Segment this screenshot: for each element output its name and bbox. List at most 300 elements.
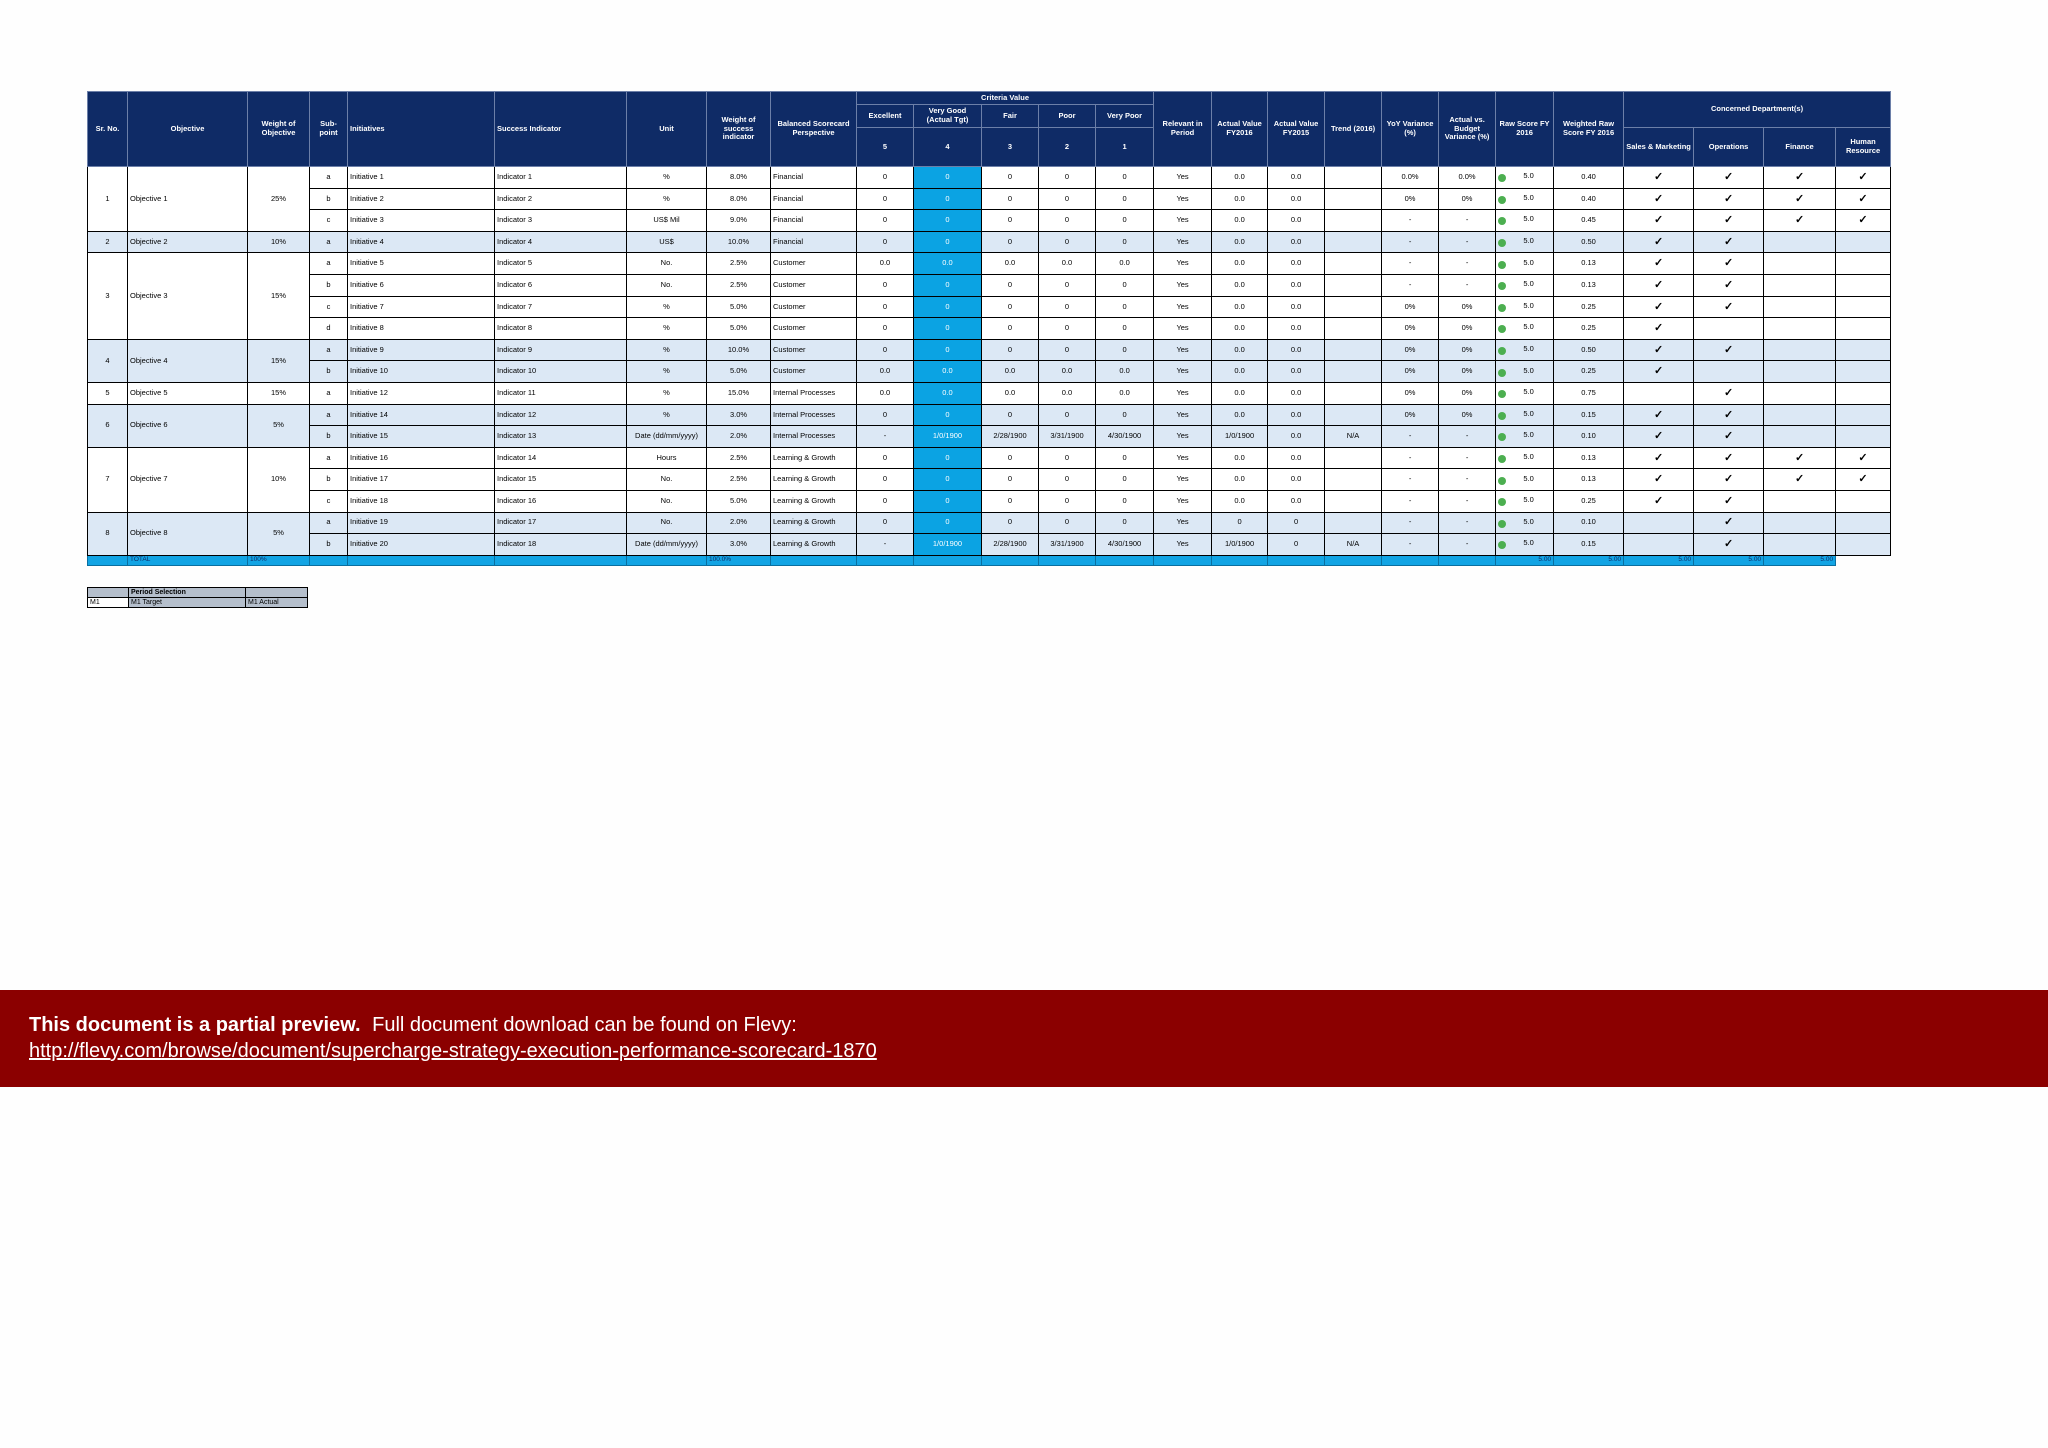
trend-cell	[1325, 253, 1382, 275]
banner-link[interactable]: http://flevy.com/browse/document/supercharge-strategy-execution-performance-scorecard-1870	[29, 1040, 877, 1062]
total-weighted-raw: 5.00	[1496, 555, 1554, 565]
raw-score-cell	[1496, 534, 1554, 556]
yoy-variance-cell: -	[1382, 426, 1439, 448]
fair-cell: 0	[982, 512, 1039, 534]
weight-objective-cell: 5%	[248, 512, 310, 555]
unit-cell: %	[627, 188, 707, 210]
total-dept-score: 5.00	[1624, 555, 1694, 565]
indicator-cell: Indicator 10	[495, 361, 627, 383]
bsc-perspective-cell: Financial	[771, 188, 857, 210]
dept-check-icon	[1836, 318, 1891, 340]
actual-2015-cell: 0	[1268, 534, 1325, 556]
fair-cell: 0	[982, 210, 1039, 232]
very-good-cell: 0	[914, 188, 982, 210]
total-blank	[982, 555, 1039, 565]
poor-cell: 0	[1039, 469, 1096, 491]
unit-cell: %	[627, 167, 707, 189]
excellent-cell: 0	[857, 469, 914, 491]
weight-indicator-cell: 2.5%	[707, 274, 771, 296]
relevant-cell: Yes	[1154, 490, 1212, 512]
header-dept-operations: Operations	[1694, 128, 1764, 167]
poor-cell: 0	[1039, 512, 1096, 534]
total-blank	[348, 555, 495, 565]
initiative-cell: Initiative 19	[348, 512, 495, 534]
initiative-cell: Initiative 8	[348, 318, 495, 340]
indicator-cell: Indicator 16	[495, 490, 627, 512]
scorecard-table	[87, 91, 1891, 566]
budget-variance-cell: -	[1439, 231, 1496, 253]
actual-2016-cell: 0.0	[1212, 231, 1268, 253]
table-row	[88, 469, 1891, 491]
actual-2016-cell: 1/0/1900	[1212, 534, 1268, 556]
initiative-cell: Initiative 10	[348, 361, 495, 383]
period-code[interactable]: M1	[88, 598, 129, 608]
header-criteria-excellent: Excellent	[857, 105, 914, 128]
poor-cell: 0	[1039, 210, 1096, 232]
dept-check-icon: ✓	[1764, 469, 1836, 491]
actual-2016-cell: 0.0	[1212, 469, 1268, 491]
very-good-cell: 0	[914, 274, 982, 296]
initiative-cell: Initiative 4	[348, 231, 495, 253]
raw-score-value: 5.0	[1523, 171, 1534, 181]
indicator-cell: Indicator 18	[495, 534, 627, 556]
status-dot-icon	[1498, 325, 1506, 333]
subpoint-cell: c	[310, 210, 348, 232]
weighted-raw-cell: 0.13	[1554, 469, 1624, 491]
subpoint-cell: b	[310, 361, 348, 383]
period-title: Period Selection	[129, 588, 246, 598]
dept-check-icon: ✓	[1836, 469, 1891, 491]
weight-objective-cell: 5%	[248, 404, 310, 447]
total-dept-score: 5.00	[1554, 555, 1624, 565]
sr-no-cell: 7	[88, 447, 128, 512]
dept-check-icon: ✓	[1624, 490, 1694, 512]
excellent-cell: -	[857, 426, 914, 448]
dept-check-icon: ✓	[1694, 339, 1764, 361]
initiative-cell: Initiative 3	[348, 210, 495, 232]
poor-cell: 0	[1039, 231, 1096, 253]
total-blank	[1212, 555, 1268, 565]
header-score-3: 3	[982, 128, 1039, 167]
weighted-raw-cell: 0.50	[1554, 231, 1624, 253]
indicator-cell: Indicator 7	[495, 296, 627, 318]
unit-cell: %	[627, 339, 707, 361]
total-blank	[1154, 555, 1212, 565]
fair-cell: 0.0	[982, 361, 1039, 383]
weight-objective-cell: 10%	[248, 447, 310, 512]
actual-2015-cell: 0.0	[1268, 447, 1325, 469]
budget-variance-cell: -	[1439, 534, 1496, 556]
unit-cell: No.	[627, 490, 707, 512]
raw-score-cell	[1496, 490, 1554, 512]
indicator-cell: Indicator 3	[495, 210, 627, 232]
initiative-cell: Initiative 14	[348, 404, 495, 426]
period-actual: M1 Actual	[246, 598, 308, 608]
very-poor-cell: 0	[1096, 339, 1154, 361]
dept-check-icon	[1836, 274, 1891, 296]
actual-2015-cell: 0.0	[1268, 231, 1325, 253]
raw-score-value: 5.0	[1523, 473, 1534, 483]
total-blank	[88, 555, 128, 565]
dept-check-icon: ✓	[1694, 382, 1764, 404]
relevant-cell: Yes	[1154, 404, 1212, 426]
fair-cell: 0.0	[982, 253, 1039, 275]
initiative-cell: Initiative 17	[348, 469, 495, 491]
very-good-cell: 0	[914, 167, 982, 189]
actual-2016-cell: 0.0	[1212, 404, 1268, 426]
budget-variance-cell: 0%	[1439, 296, 1496, 318]
poor-cell: 0	[1039, 296, 1096, 318]
raw-score-cell	[1496, 512, 1554, 534]
excellent-cell: 0	[857, 490, 914, 512]
status-dot-icon	[1498, 520, 1506, 528]
total-weight-indicator: 100.0%	[707, 555, 771, 565]
relevant-cell: Yes	[1154, 447, 1212, 469]
poor-cell: 3/31/1900	[1039, 534, 1096, 556]
status-dot-icon	[1498, 412, 1506, 420]
relevant-cell: Yes	[1154, 469, 1212, 491]
excellent-cell: 0	[857, 274, 914, 296]
raw-score-value: 5.0	[1523, 387, 1534, 397]
total-blank	[495, 555, 627, 565]
raw-score-cell	[1496, 188, 1554, 210]
subpoint-cell: a	[310, 231, 348, 253]
unit-cell: No.	[627, 274, 707, 296]
status-dot-icon	[1498, 217, 1506, 225]
yoy-variance-cell: -	[1382, 253, 1439, 275]
relevant-cell: Yes	[1154, 210, 1212, 232]
trend-cell	[1325, 188, 1382, 210]
bsc-perspective-cell: Customer	[771, 296, 857, 318]
budget-variance-cell: 0%	[1439, 318, 1496, 340]
subpoint-cell: d	[310, 318, 348, 340]
dept-check-icon: ✓	[1764, 188, 1836, 210]
raw-score-cell	[1496, 167, 1554, 189]
actual-2016-cell: 0.0	[1212, 490, 1268, 512]
raw-score-cell	[1496, 339, 1554, 361]
unit-cell: Hours	[627, 447, 707, 469]
poor-cell: 0.0	[1039, 382, 1096, 404]
indicator-cell: Indicator 13	[495, 426, 627, 448]
table-row	[88, 382, 1891, 404]
dept-check-icon: ✓	[1694, 404, 1764, 426]
subpoint-cell: a	[310, 382, 348, 404]
raw-score-value: 5.0	[1523, 279, 1534, 289]
relevant-cell: Yes	[1154, 339, 1212, 361]
dept-check-icon: ✓	[1836, 447, 1891, 469]
dept-check-icon: ✓	[1624, 210, 1694, 232]
dept-check-icon	[1764, 318, 1836, 340]
header-success-indicator: Success Indicator	[495, 92, 627, 167]
actual-2016-cell: 0.0	[1212, 253, 1268, 275]
fair-cell: 0	[982, 469, 1039, 491]
raw-score-cell	[1496, 382, 1554, 404]
fair-cell: 0	[982, 274, 1039, 296]
budget-variance-cell: -	[1439, 210, 1496, 232]
indicator-cell: Indicator 5	[495, 253, 627, 275]
raw-score-value: 5.0	[1523, 408, 1534, 418]
bsc-perspective-cell: Financial	[771, 167, 857, 189]
poor-cell: 0.0	[1039, 361, 1096, 383]
sr-no-cell: 8	[88, 512, 128, 555]
very-good-cell: 0	[914, 210, 982, 232]
weight-indicator-cell: 2.5%	[707, 447, 771, 469]
unit-cell: No.	[627, 253, 707, 275]
very-poor-cell: 4/30/1900	[1096, 426, 1154, 448]
poor-cell: 0	[1039, 404, 1096, 426]
yoy-variance-cell: 0%	[1382, 296, 1439, 318]
yoy-variance-cell: -	[1382, 447, 1439, 469]
actual-2016-cell: 0	[1212, 512, 1268, 534]
unit-cell: Date (dd/mm/yyyy)	[627, 534, 707, 556]
weighted-raw-cell: 0.25	[1554, 361, 1624, 383]
dept-check-icon: ✓	[1764, 447, 1836, 469]
poor-cell: 0	[1039, 167, 1096, 189]
subpoint-cell: b	[310, 274, 348, 296]
relevant-cell: Yes	[1154, 274, 1212, 296]
dept-check-icon	[1624, 512, 1694, 534]
header-criteria-fair: Fair	[982, 105, 1039, 128]
budget-variance-cell: -	[1439, 253, 1496, 275]
very-poor-cell: 0	[1096, 167, 1154, 189]
raw-score-cell	[1496, 274, 1554, 296]
actual-2016-cell: 0.0	[1212, 188, 1268, 210]
unit-cell: %	[627, 361, 707, 383]
budget-variance-cell: -	[1439, 274, 1496, 296]
budget-variance-cell: -	[1439, 447, 1496, 469]
raw-score-value: 5.0	[1523, 452, 1534, 462]
total-blank	[771, 555, 857, 565]
indicator-cell: Indicator 15	[495, 469, 627, 491]
table-row	[88, 253, 1891, 275]
table-row	[88, 534, 1891, 556]
fair-cell: 2/28/1900	[982, 534, 1039, 556]
very-poor-cell: 4/30/1900	[1096, 534, 1154, 556]
trend-cell	[1325, 318, 1382, 340]
raw-score-value: 5.0	[1523, 322, 1534, 332]
weight-indicator-cell: 2.5%	[707, 469, 771, 491]
raw-score-cell	[1496, 469, 1554, 491]
very-good-cell: 1/0/1900	[914, 426, 982, 448]
excellent-cell: 0	[857, 231, 914, 253]
very-poor-cell: 0	[1096, 231, 1154, 253]
indicator-cell: Indicator 12	[495, 404, 627, 426]
raw-score-value: 5.0	[1523, 430, 1534, 440]
header-score-1: 1	[1096, 128, 1154, 167]
fair-cell: 0	[982, 231, 1039, 253]
yoy-variance-cell: 0%	[1382, 188, 1439, 210]
dept-check-icon: ✓	[1624, 426, 1694, 448]
header-actual-2016: Actual Value FY2016	[1212, 92, 1268, 167]
status-dot-icon	[1498, 498, 1506, 506]
unit-cell: %	[627, 382, 707, 404]
bsc-perspective-cell: Internal Processes	[771, 404, 857, 426]
status-dot-icon	[1498, 282, 1506, 290]
budget-variance-cell: -	[1439, 490, 1496, 512]
poor-cell: 0	[1039, 490, 1096, 512]
weight-indicator-cell: 2.0%	[707, 512, 771, 534]
total-dept-score: 5.00	[1694, 555, 1764, 565]
status-dot-icon	[1498, 174, 1506, 182]
objective-cell: Objective 8	[128, 512, 248, 555]
yoy-variance-cell: 0%	[1382, 339, 1439, 361]
yoy-variance-cell: -	[1382, 512, 1439, 534]
total-dept-score: 5.00	[1764, 555, 1836, 565]
header-initiatives: Initiatives	[348, 92, 495, 167]
dept-check-icon	[1836, 404, 1891, 426]
table-row	[88, 188, 1891, 210]
raw-score-cell	[1496, 318, 1554, 340]
initiative-cell: Initiative 18	[348, 490, 495, 512]
very-poor-cell: 0.0	[1096, 253, 1154, 275]
yoy-variance-cell: -	[1382, 490, 1439, 512]
header-bsc-perspective: Balanced Scorecard Perspective	[771, 92, 857, 167]
yoy-variance-cell: -	[1382, 469, 1439, 491]
total-row	[88, 555, 1891, 565]
subpoint-cell: b	[310, 426, 348, 448]
period-target: M1 Target	[129, 598, 246, 608]
dept-check-icon: ✓	[1694, 210, 1764, 232]
dept-check-icon	[1764, 426, 1836, 448]
weighted-raw-cell: 0.13	[1554, 447, 1624, 469]
relevant-cell: Yes	[1154, 296, 1212, 318]
weight-indicator-cell: 2.5%	[707, 253, 771, 275]
dept-check-icon	[1836, 231, 1891, 253]
very-poor-cell: 0	[1096, 274, 1154, 296]
initiative-cell: Initiative 16	[348, 447, 495, 469]
actual-2015-cell: 0.0	[1268, 296, 1325, 318]
raw-score-value: 5.0	[1523, 495, 1534, 505]
budget-variance-cell: -	[1439, 469, 1496, 491]
objective-cell: Objective 7	[128, 447, 248, 512]
dept-check-icon	[1836, 512, 1891, 534]
indicator-cell: Indicator 4	[495, 231, 627, 253]
banner-line	[29, 1014, 797, 1037]
total-blank	[1096, 555, 1154, 565]
budget-variance-cell: 0%	[1439, 382, 1496, 404]
dept-check-icon	[1764, 382, 1836, 404]
excellent-cell: 0	[857, 167, 914, 189]
raw-score-value: 5.0	[1523, 236, 1534, 246]
indicator-cell: Indicator 1	[495, 167, 627, 189]
dept-check-icon: ✓	[1624, 339, 1694, 361]
bsc-perspective-cell: Learning & Growth	[771, 447, 857, 469]
actual-2015-cell: 0.0	[1268, 404, 1325, 426]
actual-2015-cell: 0.0	[1268, 210, 1325, 232]
header-sr-no: Sr. No.	[88, 92, 128, 167]
table-row	[88, 512, 1891, 534]
very-good-cell: 1/0/1900	[914, 534, 982, 556]
header-criteria-poor: Poor	[1039, 105, 1096, 128]
header-dept-sales: Sales & Marketing	[1624, 128, 1694, 167]
excellent-cell: 0	[857, 339, 914, 361]
dept-check-icon	[1836, 361, 1891, 383]
very-good-cell: 0.0	[914, 253, 982, 275]
yoy-variance-cell: -	[1382, 231, 1439, 253]
excellent-cell: 0	[857, 447, 914, 469]
dept-check-icon	[1764, 339, 1836, 361]
actual-2015-cell: 0	[1268, 512, 1325, 534]
fair-cell: 0	[982, 339, 1039, 361]
budget-variance-cell: 0%	[1439, 361, 1496, 383]
fair-cell: 2/28/1900	[982, 426, 1039, 448]
excellent-cell: 0	[857, 318, 914, 340]
yoy-variance-cell: -	[1382, 274, 1439, 296]
yoy-variance-cell: -	[1382, 534, 1439, 556]
actual-2015-cell: 0.0	[1268, 274, 1325, 296]
raw-score-value: 5.0	[1523, 300, 1534, 310]
status-dot-icon	[1498, 239, 1506, 247]
excellent-cell: 0	[857, 210, 914, 232]
dept-check-icon: ✓	[1624, 167, 1694, 189]
yoy-variance-cell: 0%	[1382, 361, 1439, 383]
dept-check-icon: ✓	[1694, 253, 1764, 275]
dept-check-icon	[1764, 490, 1836, 512]
weight-indicator-cell: 3.0%	[707, 404, 771, 426]
status-dot-icon	[1498, 304, 1506, 312]
dept-check-icon	[1764, 361, 1836, 383]
total-blank	[1039, 555, 1096, 565]
sr-no-cell: 6	[88, 404, 128, 447]
table-row	[88, 490, 1891, 512]
sr-no-cell: 2	[88, 231, 128, 253]
dept-check-icon	[1836, 296, 1891, 318]
actual-2015-cell: 0.0	[1268, 361, 1325, 383]
relevant-cell: Yes	[1154, 512, 1212, 534]
weight-indicator-cell: 10.0%	[707, 231, 771, 253]
very-good-cell: 0	[914, 469, 982, 491]
actual-2015-cell: 0.0	[1268, 382, 1325, 404]
unit-cell: No.	[627, 512, 707, 534]
fair-cell: 0	[982, 167, 1039, 189]
weighted-raw-cell: 0.13	[1554, 253, 1624, 275]
trend-cell	[1325, 490, 1382, 512]
poor-cell: 0	[1039, 447, 1096, 469]
weight-indicator-cell: 10.0%	[707, 339, 771, 361]
status-dot-icon	[1498, 390, 1506, 398]
very-good-cell: 0.0	[914, 361, 982, 383]
raw-score-cell	[1496, 296, 1554, 318]
dept-check-icon: ✓	[1694, 167, 1764, 189]
unit-cell: No.	[627, 469, 707, 491]
relevant-cell: Yes	[1154, 318, 1212, 340]
total-blank	[914, 555, 982, 565]
status-dot-icon	[1498, 196, 1506, 204]
header-score-5: 5	[857, 128, 914, 167]
dept-check-icon: ✓	[1694, 231, 1764, 253]
poor-cell: 0.0	[1039, 253, 1096, 275]
actual-2016-cell: 0.0	[1212, 318, 1268, 340]
budget-variance-cell: 0%	[1439, 188, 1496, 210]
excellent-cell: 0.0	[857, 382, 914, 404]
budget-variance-cell: 0%	[1439, 339, 1496, 361]
raw-score-value: 5.0	[1523, 192, 1534, 202]
initiative-cell: Initiative 2	[348, 188, 495, 210]
dept-check-icon: ✓	[1694, 188, 1764, 210]
very-poor-cell: 0	[1096, 404, 1154, 426]
yoy-variance-cell: 0.0%	[1382, 167, 1439, 189]
bsc-perspective-cell: Learning & Growth	[771, 534, 857, 556]
header-raw-score: Raw Score FY 2016	[1496, 92, 1554, 167]
dept-check-icon: ✓	[1624, 361, 1694, 383]
dept-check-icon	[1836, 490, 1891, 512]
weighted-raw-cell: 0.50	[1554, 339, 1624, 361]
status-dot-icon	[1498, 477, 1506, 485]
actual-2015-cell: 0.0	[1268, 253, 1325, 275]
objective-cell: Objective 5	[128, 382, 248, 404]
status-dot-icon	[1498, 541, 1506, 549]
trend-cell	[1325, 167, 1382, 189]
